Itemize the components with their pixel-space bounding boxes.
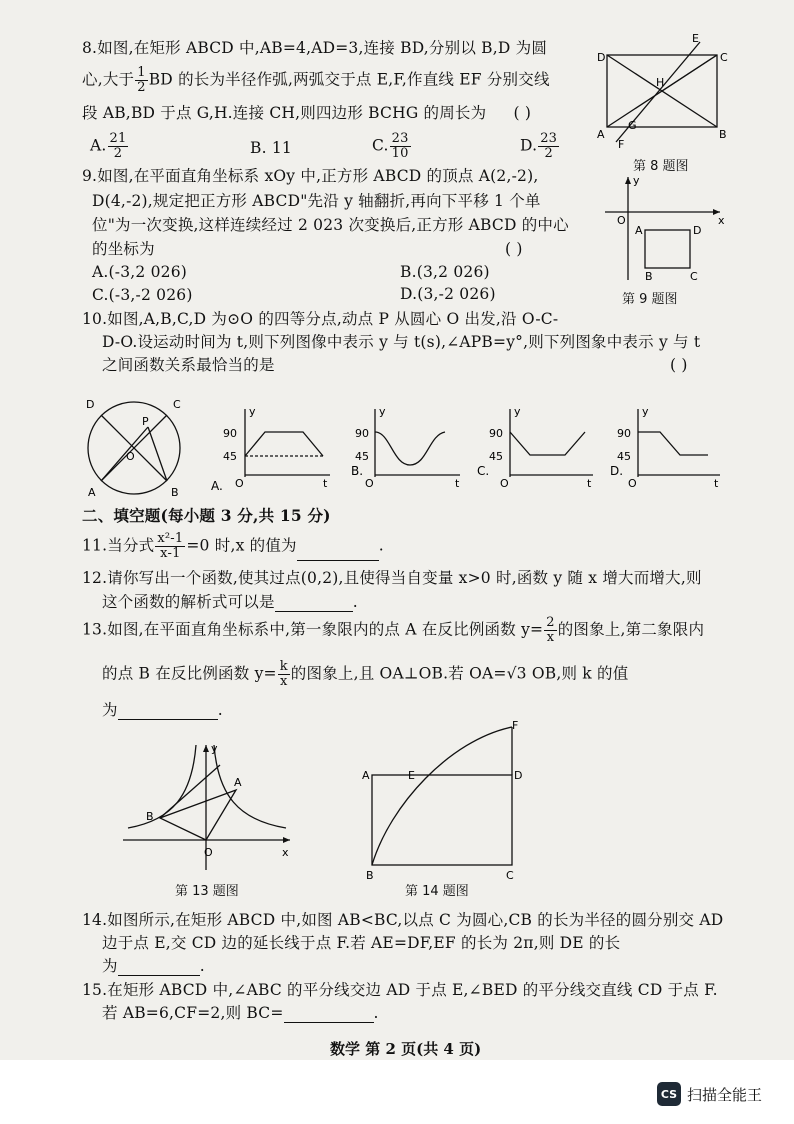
q11-line: [82, 532, 384, 561]
f8-label-a: A: [597, 128, 605, 141]
q15-line2: [102, 1003, 379, 1023]
f9-label-x: x: [718, 214, 725, 227]
q14-line3-text: 为: [102, 957, 118, 975]
graph-d-origin: O: [628, 477, 637, 490]
f13-label-y: y: [211, 742, 218, 755]
f13-label-b: B: [146, 810, 154, 823]
graph-a-tick-45: 45: [223, 450, 237, 463]
f14-label-d: D: [514, 769, 523, 782]
q10-graph-c: [475, 405, 600, 490]
q12-line2: [102, 592, 358, 612]
q8-option-d: [520, 132, 560, 161]
q10-line3: 之间函数关系最恰当的是: [102, 356, 275, 374]
q8-opt-c-den: 10: [391, 146, 409, 161]
f14-arc-bf: [372, 727, 512, 865]
f13-x-arrow: [283, 837, 290, 843]
q14-line2: 边于点 E,交 CD 边的延长线于点 F.若 AE=DF,EF 的长为 2π,则 DE 的长: [102, 934, 621, 952]
graph-c-curve: [510, 432, 585, 455]
f13-y-arrow: [203, 745, 209, 752]
q8-opt-d-num: 23: [540, 131, 558, 146]
q8-opt-d-den: 2: [544, 146, 553, 161]
q8-half-num: 1: [137, 65, 146, 80]
f9-y-arrow: [625, 177, 631, 184]
q8-line2: [82, 66, 550, 95]
q9-option-d: D.(3,-2 026): [400, 285, 496, 303]
f8-label-h: H: [656, 76, 665, 89]
q8-line3-text: 段 AB,BD 于点 G,H.连接 CH,则四边形 BCHG 的周长为: [82, 104, 487, 122]
graph-a-t-label: t: [323, 477, 328, 490]
graph-b-origin: O: [365, 477, 374, 490]
q8-opt-c-num: 23: [391, 131, 409, 146]
f10-label-b: B: [171, 486, 179, 499]
graph-d-option: D.: [610, 464, 624, 478]
graph-c-tick-90: 90: [489, 427, 503, 440]
q8-half-fraction: [135, 66, 147, 95]
q13-f1-den: x: [546, 630, 555, 645]
q8-line2-pre: 心,大于: [82, 70, 135, 89]
q8-option-b: B. 11: [250, 139, 292, 157]
q15-line2-text: 若 AB=6,CF=2,则 BC=: [102, 1004, 284, 1022]
figure-9-caption: 第 9 题图: [622, 292, 678, 307]
q11-den: x-1: [160, 546, 181, 561]
scanner-logo-icon: CS: [657, 1082, 681, 1106]
f13-label-o: O: [204, 846, 213, 859]
f13-label-a: A: [234, 776, 242, 789]
f14-label-c: C: [506, 869, 514, 882]
f8-segment-ch: [662, 55, 717, 91]
f8-label-f: F: [618, 138, 625, 148]
graph-d-tick-90: 90: [617, 427, 631, 440]
q13-f1-num: 2: [546, 615, 555, 630]
q11-num: x²-1: [157, 531, 184, 546]
q8-opt-d-label: D.: [520, 136, 538, 155]
f9-label-o: O: [617, 214, 626, 227]
scanner-watermark: [657, 1082, 762, 1106]
q11-end: .: [378, 536, 384, 555]
f13-triangle-oab: [160, 790, 236, 840]
graph-b-tick-90: 90: [355, 427, 369, 440]
f14-label-e: E: [408, 769, 415, 782]
q13-f2-num: k: [279, 659, 288, 674]
figure-14-caption: 第 14 题图: [405, 884, 469, 899]
figure-14: [360, 715, 530, 883]
q15-answer-blank[interactable]: [284, 1006, 374, 1023]
figure-13: [118, 740, 298, 875]
f10-label-d: D: [86, 398, 95, 411]
q11-fraction: [155, 532, 185, 561]
f10-label-p: P: [142, 415, 149, 428]
q10-graph-b: [345, 405, 475, 490]
q10-line1: 10.如图,A,B,C,D 为⊙O 的四等分点,动点 P 从圆心 O 出发,沿 O-C-: [82, 310, 559, 328]
q9-option-c: C.(-3,-2 026): [92, 286, 193, 304]
q8-line3: [82, 103, 531, 123]
q11-answer-blank[interactable]: [297, 544, 379, 561]
q13-line2-post: 的图象上,且 OA⊥OB.若 OA=√3 OB,则 k 的值: [290, 664, 629, 683]
q13-line1-post: 的图象上,第二象限内: [557, 620, 705, 639]
figure-10-circle: [82, 388, 190, 500]
f13-aux-line: [160, 765, 220, 818]
graph-b-option: B.: [351, 464, 364, 478]
page-footer: 数学 第 2 页(共 4 页): [330, 1040, 482, 1058]
f10-segment-bp: [148, 427, 167, 481]
f14-label-a: A: [362, 769, 370, 782]
f9-label-d: D: [693, 224, 702, 237]
graph-a-y-label: y: [249, 405, 256, 418]
q9-answer-paren: ( ): [504, 240, 523, 258]
graph-c-tick-45: 45: [489, 450, 503, 463]
f10-label-a: A: [88, 486, 96, 499]
graph-b-tick-45: 45: [355, 450, 369, 463]
f9-label-c: C: [690, 270, 698, 283]
q13-f2-den: x: [279, 674, 288, 689]
q9-line4-text: 的坐标为: [92, 240, 155, 258]
q13-line3: [102, 700, 223, 720]
q9-option-b: B.(3,2 026): [400, 263, 490, 281]
q10-graph-d: [608, 405, 728, 490]
q13-answer-blank[interactable]: [118, 703, 218, 720]
graph-d-y-label: y: [642, 405, 649, 418]
graph-c-option: C.: [477, 464, 490, 478]
graph-d-curve: [638, 432, 708, 455]
q8-line2-post: BD 的长为半径作弧,两弧交于点 E,F,作直线 EF 分别交线: [148, 70, 550, 89]
q8-opt-d-frac: [538, 132, 559, 161]
graph-b-curve: [375, 432, 445, 465]
figure-8-caption: 第 8 题图: [633, 159, 689, 174]
f10-label-o: O: [126, 450, 135, 463]
q13-line1: [82, 616, 704, 645]
q8-opt-c-frac: [390, 132, 411, 161]
graph-a-tick-90: 90: [223, 427, 237, 440]
f14-label-f: F: [512, 719, 519, 732]
graph-a-curve: [245, 432, 323, 456]
f9-label-y: y: [633, 174, 640, 187]
graph-c-y-label: y: [514, 405, 521, 418]
figure-9: [600, 172, 730, 284]
q13-line1-pre: 13.如图,在平面直角坐标系中,第一象限内的点 A 在反比例函数 y=: [82, 620, 544, 639]
f14-label-b: B: [366, 869, 374, 882]
q10-line2: D-O.设运动时间为 t,则下列图像中表示 y 与 t(s),∠APB=y°,则下列图象中表示 y 与 t: [102, 333, 701, 351]
f13-curve-q1: [214, 745, 286, 828]
q12-answer-blank[interactable]: [275, 595, 353, 612]
q9-line3: 位"为一次变换,这样连续经过 2 023 次变换后,正方形 ABCD 的中心: [92, 216, 569, 234]
q14-end: .: [199, 957, 205, 975]
q8-answer-paren: ( ): [513, 104, 532, 122]
q14-line3: [102, 956, 205, 976]
graph-b-y-label: y: [379, 405, 386, 418]
f8-label-g: G: [628, 119, 637, 132]
q15-end: .: [373, 1004, 379, 1022]
graph-d-tick-45: 45: [617, 450, 631, 463]
q9-line2: D(4,-2),规定把正方形 ABCD"先沿 y 轴翻折,再向下平移 1 个单: [92, 192, 541, 210]
f9-label-a: A: [635, 224, 643, 237]
q8-opt-a-label: A.: [90, 136, 107, 155]
q10-answer-paren: ( ): [670, 356, 688, 374]
f13-label-x: x: [282, 846, 289, 859]
f9-square: [645, 230, 690, 268]
q8-half-den: 2: [137, 80, 146, 95]
graph-c-t-label: t: [587, 477, 592, 490]
q13-fraction-1: [544, 616, 556, 645]
graph-b-t-label: t: [455, 477, 460, 490]
q9-line4: [92, 239, 523, 259]
q8-opt-a-frac: [108, 132, 129, 161]
q13-fraction-2: [278, 660, 290, 689]
f10-segment-ap: [101, 427, 148, 481]
f10-label-c: C: [173, 398, 181, 411]
q15-line1: 15.在矩形 ABCD 中,∠ABC 的平分线交边 AD 于点 E,∠BED 的平分线交直线 CD 于点 F.: [82, 981, 718, 999]
f8-label-e: E: [692, 32, 699, 45]
q9-option-a: A.(-3,2 026): [92, 263, 188, 281]
figure-8: [592, 30, 732, 148]
q8-opt-a-num: 21: [109, 131, 127, 146]
scanner-name: 扫描全能王: [687, 1085, 763, 1104]
q12-end: .: [352, 593, 358, 611]
q8-opt-c-label: C.: [372, 136, 389, 155]
q11-pre: 11.当分式: [82, 536, 155, 555]
q14-answer-blank[interactable]: [118, 959, 200, 976]
f8-label-d: D: [597, 51, 606, 64]
q13-line3-text: 为: [102, 701, 118, 719]
q8-option-a: [90, 132, 129, 161]
q8-opt-a-den: 2: [113, 146, 123, 161]
q9-line1: 9.如图,在平面直角坐标系 xOy 中,正方形 ABCD 的顶点 A(2,-2),: [82, 167, 539, 185]
f8-label-c: C: [720, 51, 728, 64]
graph-a-option: A.: [211, 479, 223, 490]
q13-line2: [102, 660, 628, 689]
q14-line1: 14.如图所示,在矩形 ABCD 中,如图 AB<BC,以点 C 为圆心,CB 的长为半径的圆分别交 AD: [82, 911, 724, 929]
f9-label-b: B: [645, 270, 653, 283]
graph-c-origin: O: [500, 477, 509, 490]
q8-line1: 8.如图,在矩形 ABCD 中,AB=4,AD=3,连接 BD,分别以 B,D 为圆: [82, 39, 548, 57]
q12-line1: 12.请你写出一个函数,使其过点(0,2),且使得当自变量 x>0 时,函数 y 随 x 增大而增大,则: [82, 569, 702, 587]
figure-13-caption: 第 13 题图: [175, 884, 239, 899]
q10-graph-a: [205, 405, 335, 490]
graph-d-t-label: t: [714, 477, 719, 490]
q12-line2-text: 这个函数的解析式可以是: [102, 593, 275, 611]
graph-a-origin: O: [235, 477, 244, 490]
q13-line2-pre: 的点 B 在反比例函数 y=: [102, 664, 277, 683]
q13-end: .: [217, 701, 223, 719]
q8-option-c: [372, 132, 412, 161]
f8-label-b: B: [719, 128, 727, 141]
q11-post: =0 时,x 的值为: [186, 536, 297, 555]
section-fill-in-heading: 二、填空题(每小题 3 分,共 15 分): [82, 506, 331, 525]
